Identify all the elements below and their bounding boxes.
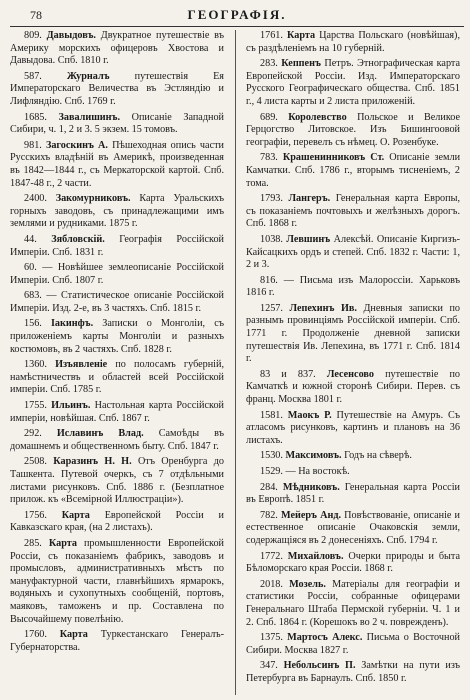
entry-author: Завалишинъ. bbox=[58, 111, 121, 123]
catalog-entry bbox=[246, 410, 460, 448]
entry-number: 1038. bbox=[260, 233, 283, 245]
book-page bbox=[10, 6, 464, 696]
catalog-entry bbox=[10, 359, 224, 397]
entry-text: путешествіе по Камчаткѣ и южной сторонѣ Сибири. Перев. съ франц. Москва 1801 г. bbox=[246, 368, 460, 406]
catalog-entry bbox=[10, 290, 224, 315]
entry-text: промышленности Европейской Россіи, съ показаніемъ фабрикъ, заводовъ и промысловъ, административныхъ мѣстъ по мануфактурной части, главнѣйшихъ ярмарокъ, водяныхъ и сухопутныхъ сообщеній, портовъ, маяковъ, таможенъ и пр. Составлена по Высочайшему повелѣнію. bbox=[10, 537, 224, 625]
catalog-entry bbox=[246, 466, 460, 479]
catalog-entry bbox=[246, 660, 460, 685]
catalog-entry bbox=[10, 456, 224, 506]
entry-number: 683. bbox=[24, 290, 42, 302]
entry-number: 1529. bbox=[260, 466, 283, 477]
entry-number: 283. bbox=[260, 58, 278, 70]
catalog-entry bbox=[10, 140, 224, 190]
entry-author: Карта bbox=[61, 509, 90, 521]
entry-author: Михайловъ. bbox=[287, 550, 344, 562]
entry-number: 2400. bbox=[24, 193, 47, 205]
entry-number: 1685. bbox=[24, 111, 47, 123]
entry-number: 83 и 837. bbox=[260, 368, 316, 380]
entry-text: Описаніе Западной Сибири, ч. 1, 2 и 3. 5 экзем. 15 томовъ. bbox=[10, 111, 224, 136]
entry-text: Карта Уральскихъ горныхъ заводовъ, съ принадлежащими имъ землями и рудниками. 1875 г. bbox=[10, 193, 224, 230]
entry-author: Королевство bbox=[288, 111, 347, 123]
running-head: ГЕОГРАФІЯ. bbox=[187, 7, 287, 22]
catalog-entry bbox=[10, 30, 224, 68]
right-column bbox=[246, 30, 460, 695]
entry-author: Небольсинъ П. bbox=[283, 660, 356, 672]
entry-text: — Письма изъ Малороссіи. Харьковъ 1816 г. bbox=[246, 274, 460, 299]
catalog-entry bbox=[246, 369, 460, 407]
entry-number: 347. bbox=[260, 660, 278, 672]
entry-author: Закомурниковъ. bbox=[55, 193, 131, 205]
entry-text: Генеральная карта Европы, съ показаніемъ почтовыхъ и желѣзныхъ дорогъ. Спб. 1868 г. bbox=[246, 193, 460, 230]
entry-author: Мартосъ Алекс. bbox=[287, 632, 363, 644]
left-column bbox=[10, 30, 224, 695]
entry-text: Дневныя записки по разнымъ провинціямъ Россійской имперіи. Спб. 1771 г. Продолженіе дневной записки путешествія Ив. Лепехина, въ 1771 г. Спб. 1814 г. bbox=[246, 302, 460, 365]
entry-text: Генеральная карта Россіи въ Европѣ. 1851 г. bbox=[246, 481, 460, 506]
entry-text: Географія Россійской Имперіи. Спб. 1831 г. bbox=[10, 233, 224, 258]
catalog-entry bbox=[10, 112, 224, 137]
catalog-entry bbox=[246, 510, 460, 548]
entry-text: по полосамъ губерній, намѣстничествъ и областей всей Россійской имперіи. Спб. 1785 г. bbox=[10, 359, 224, 396]
catalog-entry bbox=[10, 318, 224, 356]
entry-number: 60. bbox=[24, 262, 37, 274]
entry-number: 1360. bbox=[24, 359, 47, 371]
catalog-entry bbox=[246, 632, 460, 657]
catalog-entry bbox=[246, 579, 460, 629]
entry-number: 782. bbox=[260, 509, 278, 521]
entry-text: Письма о Восточной Сибири. Москва 1827 г. bbox=[246, 632, 460, 656]
entry-text: Отъ Оренбурга до Ташкента. Путевой очеркъ, съ 7 отдѣльными листами рисунковъ. Спб. 1886 г. (Безплатное прилож. къ «Всемірной Иллюстраціи»). bbox=[10, 456, 224, 506]
entry-number: 689. bbox=[260, 111, 278, 123]
entry-number: 1257. bbox=[260, 302, 283, 314]
text-columns bbox=[10, 30, 464, 695]
entry-text: путешествія Ея Императорскаго Величества въ Эстляндію и Лифляндію. Спб. 1769 г. bbox=[10, 70, 224, 107]
entry-text: — Новѣйшее землеописаніе Россійской Имперіи. Спб. 1807 г. bbox=[10, 262, 224, 286]
entry-number: 981. bbox=[24, 139, 42, 151]
entry-text: — На востокѣ. bbox=[285, 466, 350, 477]
catalog-entry bbox=[10, 428, 224, 453]
catalog-entry bbox=[246, 275, 460, 300]
entry-number: 156. bbox=[24, 318, 42, 330]
entry-number: 1581. bbox=[260, 409, 283, 421]
entry-author: Крашенинниковъ Ст. bbox=[282, 152, 385, 164]
entry-number: 284. bbox=[260, 481, 278, 493]
entry-author: Лангеръ. bbox=[288, 193, 331, 205]
entry-text: Туркестанскаго Генералъ-Губернаторства. bbox=[10, 629, 224, 653]
entry-number: 2018. bbox=[260, 578, 283, 590]
entry-number: 285. bbox=[24, 537, 42, 549]
catalog-entry bbox=[10, 71, 224, 109]
catalog-entry bbox=[246, 152, 460, 190]
entry-text: Годъ на сѣверѣ. bbox=[344, 450, 412, 462]
entry-author: Мозель. bbox=[289, 578, 326, 590]
catalog-entry bbox=[246, 303, 460, 366]
entry-number: 1760. bbox=[24, 629, 47, 641]
column-divider bbox=[235, 30, 236, 695]
entry-author: Карта bbox=[286, 30, 316, 41]
catalog-entry bbox=[10, 510, 224, 535]
entry-author: Изъявленіе bbox=[55, 359, 108, 371]
catalog-entry bbox=[246, 30, 460, 55]
catalog-entry bbox=[246, 450, 460, 463]
catalog-entry bbox=[246, 112, 460, 150]
entry-author: Журналъ bbox=[66, 70, 110, 82]
entry-author: Ильинъ. bbox=[51, 400, 91, 412]
entry-text: Записки о Монголіи, съ приложеніемъ карты Монголіи и разныхъ костюмовъ, въ 2 частяхъ. Спб. 1828 г. bbox=[10, 318, 224, 355]
entry-author: Лепехинъ Ив. bbox=[289, 302, 357, 314]
entry-number: 1530. bbox=[260, 450, 283, 462]
entry-author: Карта bbox=[48, 537, 77, 549]
entry-text: Путешествіе на Амуръ. Съ атласомъ рисунковъ, картинъ и плановъ на 36 листахъ. bbox=[246, 409, 460, 446]
catalog-entry bbox=[246, 551, 460, 576]
entry-author: Маокъ Р. bbox=[287, 409, 332, 421]
entry-author: Іакинфъ. bbox=[50, 318, 94, 330]
catalog-entry bbox=[10, 193, 224, 231]
entry-text: Настольная карта Россійской имперіи, новѣйшая. Спб. 1867 г. bbox=[10, 400, 224, 424]
entry-text: Описаніе земли Камчатки. Спб. 1786 г., вторымъ тисненіемъ, 2 тома. bbox=[246, 152, 460, 189]
entry-text: Замѣтки на пути изъ Петербурга въ Барнаулъ. Спб. 1850 г. bbox=[246, 660, 460, 684]
catalog-entry bbox=[246, 482, 460, 507]
entry-author: Максимовъ. bbox=[285, 450, 342, 462]
entry-text: Матеріалы для географіи и статистики Россіи, собранные офицерами Генеральнаго Штаба Пермской губерніи. Ч. 1 и 2. Спб. 1864 г. (Корешокъ во 2 ч. поврежденъ). bbox=[246, 578, 460, 628]
entry-number: 1755. bbox=[24, 400, 47, 412]
catalog-entry bbox=[10, 262, 224, 287]
catalog-entry bbox=[10, 629, 224, 654]
entry-author: Мѣдниковъ. bbox=[282, 481, 340, 493]
entry-number: 809. bbox=[24, 30, 42, 41]
catalog-entry bbox=[246, 234, 460, 272]
entry-author: Давыдовъ. bbox=[46, 30, 96, 41]
entry-author: Кеппенъ bbox=[281, 58, 321, 70]
entry-text: Очерки природы и быта Бѣломорскаго края Россіи. 1868 г. bbox=[246, 550, 460, 575]
entry-author: Иславинъ Влад. bbox=[56, 428, 144, 440]
entry-number: 1761. bbox=[260, 30, 283, 41]
catalog-entry bbox=[10, 400, 224, 425]
entry-text: Польское и Великое Герцогство Литовское. Изъ Бишингоовой географіи, перевелъ съ нѣмец. О. Розенбуке. bbox=[246, 111, 460, 148]
entry-author: Мейеръ Анд. bbox=[280, 509, 342, 521]
entry-number: 816. bbox=[260, 274, 278, 286]
entry-number: 1756. bbox=[24, 509, 47, 521]
entry-author: Каразинъ Н. Н. bbox=[53, 456, 132, 468]
entry-number: 1793. bbox=[260, 193, 283, 205]
entry-author: Карта bbox=[59, 629, 88, 641]
catalog-entry bbox=[246, 58, 460, 108]
catalog-entry bbox=[246, 193, 460, 231]
entry-number: 2508. bbox=[24, 456, 47, 468]
entry-number: 44. bbox=[24, 233, 37, 245]
entry-text: Пѣшеходная опись части Русскихъ владѣній въ Америкѣ, произведенная въ 1842—1844 г., съ Меркаторской картой. Спб. 1847-48 г., 2 части. bbox=[10, 139, 224, 189]
entry-text: Петръ. Этнографическая карта Европейской Россіи. Изд. Императорскаго Русского Географическаго общества. Спб. 1851 г., 4 листа карты и 2 листа приложеній. bbox=[246, 58, 460, 107]
entry-text: Самоѣды въ домашнемъ и общественномъ быту. Спб. 1847 г. bbox=[10, 428, 224, 452]
entry-text: Двукратное путешествіе въ Америку морскихъ офицеровъ Хвостова и Давыдова. Спб. 1810 г. bbox=[10, 30, 224, 67]
catalog-entry bbox=[10, 234, 224, 259]
entry-number: 1375. bbox=[260, 632, 283, 644]
entry-text: Европейской Россіи и Кавказскаго края, (на 2 листахъ). bbox=[10, 509, 224, 534]
entry-text: Алексѣй. Описаніе Киргизъ-Кайсацкихъ ордъ и степей. Спб. 1832 г. Части: 1, 2 и 3. bbox=[246, 233, 460, 271]
page-number: 78 bbox=[30, 8, 42, 22]
page-header bbox=[10, 6, 464, 27]
entry-text: — Статистическое описаніе Россійской Имперіи. Изд. 2-е, въ 3 частяхъ. Спб. 1815 г. bbox=[10, 290, 224, 314]
entry-author: Левшинъ bbox=[286, 233, 331, 245]
catalog-entry bbox=[10, 538, 224, 626]
entry-number: 783. bbox=[260, 152, 278, 164]
entry-number: 587. bbox=[24, 70, 42, 82]
entry-author: Зябловскій. bbox=[51, 233, 105, 245]
entry-number: 1772. bbox=[260, 550, 283, 562]
entry-author: Лесенсово bbox=[326, 368, 374, 380]
entry-text: Повѣствованіе, описаніе и естественное описаніе Очаковскія земли, содержащіяся въ 2 донесеніяхъ. Спб. 1794 г. bbox=[246, 509, 460, 546]
entry-text: Царства Польскаго (новѣйшая), съ раздѣленіемъ на 10 губерній. bbox=[246, 30, 460, 54]
entry-number: 292. bbox=[24, 428, 42, 440]
entry-author: Загоскинъ А. bbox=[45, 139, 108, 151]
